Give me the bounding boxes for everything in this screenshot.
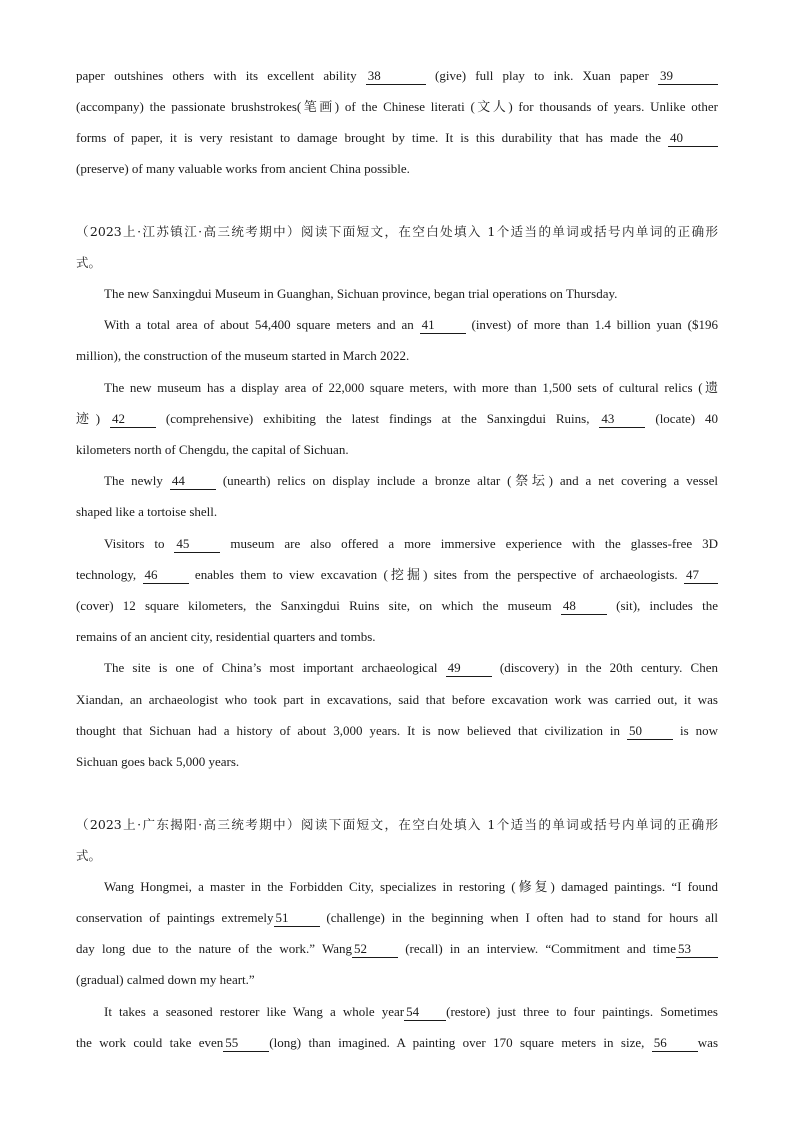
text: Xiandan, an archaeologist who took part in excavations, said that before excavation work was carried out, it was <box>76 692 718 707</box>
text: (cover) 12 square kilometers, the Sanxingdui Ruins site, on which the museum <box>76 598 561 613</box>
text: (unearth) relics on display include a bronze altar (祭坛) and a net covering a vessel <box>215 473 718 488</box>
text: The new museum has a display area of 22,000 square meters, with more than 1,500 sets of cultural relics (遗 <box>104 380 718 395</box>
text: kilometers north of Chengdu, the capital of Sichuan. <box>76 442 349 457</box>
p1-line-2 <box>76 98 718 116</box>
p3-line-5 <box>104 1003 718 1021</box>
p2-line-10 <box>76 566 718 584</box>
blank-45[interactable]: 45 <box>174 536 220 553</box>
text: Sichuan goes back 5,000 years. <box>76 754 240 769</box>
text: The newly <box>104 473 170 488</box>
p2-line-15 <box>76 722 718 740</box>
blank-48[interactable]: 48 <box>561 598 607 615</box>
text: conservation of paintings extremely <box>76 910 274 925</box>
blank-44[interactable]: 44 <box>170 473 216 490</box>
blank-41[interactable]: 41 <box>420 317 466 334</box>
p1-line-3 <box>76 129 718 147</box>
text: technology, <box>76 567 143 582</box>
p2-line-6 <box>76 441 718 459</box>
text: The new Sanxingdui Museum in Guanghan, Sichuan province, began trial operations on Thursday. <box>104 286 618 301</box>
text: (give) full play to ink. Xuan paper <box>425 68 658 83</box>
text: was <box>697 1035 718 1050</box>
p2-line-2 <box>104 316 718 334</box>
p3-line-6 <box>76 1034 718 1052</box>
blank-55[interactable]: 55 <box>223 1035 269 1052</box>
p3-line-3 <box>76 940 718 958</box>
blank-42[interactable]: 42 <box>110 411 156 428</box>
text: (invest) of more than 1.4 billion yuan ($196 <box>465 317 718 332</box>
p2-line-4 <box>104 379 718 397</box>
blank-43[interactable]: 43 <box>599 411 645 428</box>
p2-intro-end: 式。 <box>76 255 102 270</box>
text: paper outshines others with its excellent ability <box>76 68 366 83</box>
text: The site is one of China’s most important archaeological <box>104 660 446 675</box>
text: million), the construction of the museum started in March 2022. <box>76 348 410 363</box>
text: It takes a seasoned restorer like Wang a whole year <box>104 1004 405 1019</box>
text: (gradual) calmed down my heart.” <box>76 972 255 987</box>
p2-intro: （2023上·江苏镇江·高三统考期中）阅读下面短文，在空白处填入 1个适当的单词或括号内单词的正确形 <box>76 224 718 239</box>
p2-line-1 <box>104 285 718 303</box>
p2-line-11 <box>76 597 718 615</box>
p3-intro-end: 式。 <box>76 848 102 863</box>
text: (recall) in an interview. “Commitment and time <box>398 941 676 956</box>
blank-56[interactable]: 56 <box>652 1035 698 1052</box>
text: (accompany) the passionate brushstrokes(笔画) of the Chinese literati (文人) for thousands of years. Unlike other <box>76 99 718 114</box>
text: (long) than imagined. A painting over 170 square meters in size, <box>269 1035 652 1050</box>
p3-line-1 <box>104 878 718 896</box>
p3-line-2 <box>76 909 718 927</box>
p2-line-3 <box>76 347 718 365</box>
p2-line-5 <box>76 410 718 428</box>
p1-line-4 <box>76 160 718 178</box>
blank-53[interactable]: 53 <box>676 941 718 958</box>
p2-line-8 <box>76 503 718 521</box>
p2-line-16 <box>76 753 718 771</box>
p1-line-1 <box>76 67 718 85</box>
text: thought that Sichuan had a history of about 3,000 years. It is now believed that civilization in <box>76 723 627 738</box>
blank-51[interactable]: 51 <box>274 910 320 927</box>
text: (challenge) in the beginning when I often had to stand for hours all <box>319 910 719 925</box>
blank-52[interactable]: 52 <box>352 941 398 958</box>
p3-intro: （2023上·广东揭阳·高三统考期中）阅读下面短文，在空白处填入 1个适当的单词或括号内单词的正确形 <box>76 817 718 832</box>
blank-46[interactable]: 46 <box>143 567 189 584</box>
text: (preserve) of many valuable works from ancient China possible. <box>76 161 410 176</box>
text: forms of paper, it is very resistant to damage brought by time. It is this durability that has made the <box>76 130 668 145</box>
text: museum are also offered a more immersive experience with the glasses-free 3D <box>220 536 718 551</box>
p2-line-13 <box>104 659 718 677</box>
blank-50[interactable]: 50 <box>627 723 673 740</box>
text: remains of an ancient city, residential quarters and tombs. <box>76 629 376 644</box>
text: Wang Hongmei, a master in the Forbidden City, specializes in restoring (修复) damaged paintings. “I found <box>104 879 718 894</box>
text: With a total area of about 54,400 square meters and an <box>104 317 420 332</box>
text: enables them to view excavation (挖掘) sites from the perspective of archaeologists. <box>188 567 684 582</box>
p2-line-12 <box>76 628 718 646</box>
text: (sit), includes the <box>606 598 718 613</box>
p2-line-14 <box>76 691 718 709</box>
text: (comprehensive) exhibiting the latest findings at the Sanxingdui Ruins, <box>155 411 600 426</box>
text: Visitors to <box>104 536 175 551</box>
text: (discovery) in the 20th century. Chen <box>491 660 718 675</box>
blank-38[interactable]: 38 <box>366 68 426 85</box>
text: is now <box>673 723 718 738</box>
text: the work could take even <box>76 1035 224 1050</box>
text: (restore) just three to four paintings. Sometimes <box>446 1004 718 1019</box>
text: 迹) <box>76 411 110 426</box>
p3-line-4 <box>76 971 718 989</box>
p2-line-7 <box>104 472 718 490</box>
p2-line-9 <box>104 535 718 553</box>
blank-47[interactable]: 47 <box>684 567 718 584</box>
text: shaped like a tortoise shell. <box>76 504 218 519</box>
text: (locate) 40 <box>645 411 718 426</box>
blank-49[interactable]: 49 <box>446 660 492 677</box>
blank-39[interactable]: 39 <box>658 68 718 85</box>
text: day long due to the nature of the work.” Wang <box>76 941 353 956</box>
blank-40[interactable]: 40 <box>668 130 718 147</box>
blank-54[interactable]: 54 <box>404 1004 446 1021</box>
